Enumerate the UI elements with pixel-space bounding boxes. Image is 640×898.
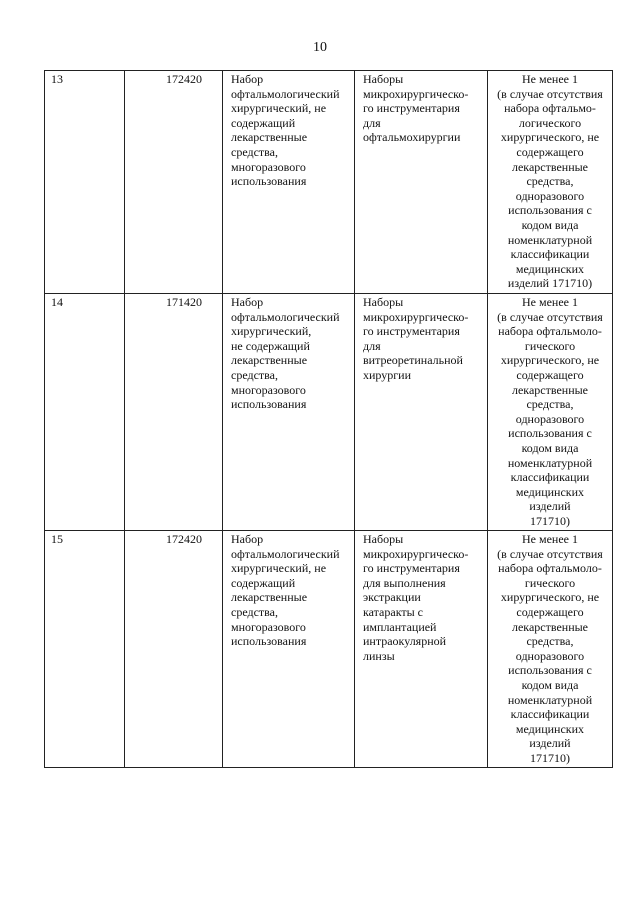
equipment-table xyxy=(44,70,613,768)
row-number-cell xyxy=(45,294,125,531)
requirement-cell xyxy=(488,294,613,531)
table-row xyxy=(45,71,613,294)
requirement: Не менее 1 (в случае отсутствия набора офтальмоло- гического хирургического, не содержащего лекарственные средства, одноразового использования с кодом вида номенклатурной классификации медицинских изделий 171710) xyxy=(497,532,603,765)
item-name-cell xyxy=(223,71,355,294)
item-group: Наборы микрохирургическо- го инструментария для витреоретинальной хирургии xyxy=(363,295,469,382)
item-group: Наборы микрохирургическо- го инструментария для офтальмохирургии xyxy=(363,72,469,145)
table-row xyxy=(45,294,613,531)
code-cell xyxy=(125,531,223,768)
item-group-cell xyxy=(355,531,488,768)
requirement: Не менее 1 (в случае отсутствия набора офтальмо- логического хирургического, не содержащего лекарственные средства, одноразового использования с кодом вида номенклатурной классификации медицинских изделий 171710) xyxy=(497,72,603,291)
item-name: Набор офтальмологический хирургический, не содержащий лекарственные средства, многоразового использования xyxy=(231,295,340,412)
item-group-cell xyxy=(355,71,488,294)
row-number: 14 xyxy=(51,295,63,309)
item-group: Наборы микрохирургическо- го инструментария для выполнения экстракции катаракты с имплантацией интраокулярной линзы xyxy=(363,532,469,663)
item-name: Набор офтальмологический хирургический, не содержащий лекарственные средства, многоразового использования xyxy=(231,532,340,649)
row-number-cell xyxy=(45,71,125,294)
nomenclature-code: 172420 xyxy=(166,532,202,546)
requirement-cell xyxy=(488,71,613,294)
requirement: Не менее 1 (в случае отсутствия набора офтальмоло- гического хирургического, не содержащего лекарственные средства, одноразового использования с кодом вида номенклатурной классификации медицинских изделий 171710) xyxy=(497,295,603,528)
row-number: 15 xyxy=(51,532,63,546)
nomenclature-code: 171420 xyxy=(166,295,202,309)
nomenclature-code: 172420 xyxy=(166,72,202,86)
row-number-cell xyxy=(45,531,125,768)
item-name-cell xyxy=(223,531,355,768)
item-name: Набор офтальмологический хирургический, не содержащий лекарственные средства, многоразового использования xyxy=(231,72,340,189)
table-row xyxy=(45,531,613,768)
code-cell xyxy=(125,294,223,531)
row-number: 13 xyxy=(51,72,63,86)
item-name-cell xyxy=(223,294,355,531)
code-cell xyxy=(125,71,223,294)
page-number: 10 xyxy=(313,40,327,55)
requirement-cell xyxy=(488,531,613,768)
item-group-cell xyxy=(355,294,488,531)
